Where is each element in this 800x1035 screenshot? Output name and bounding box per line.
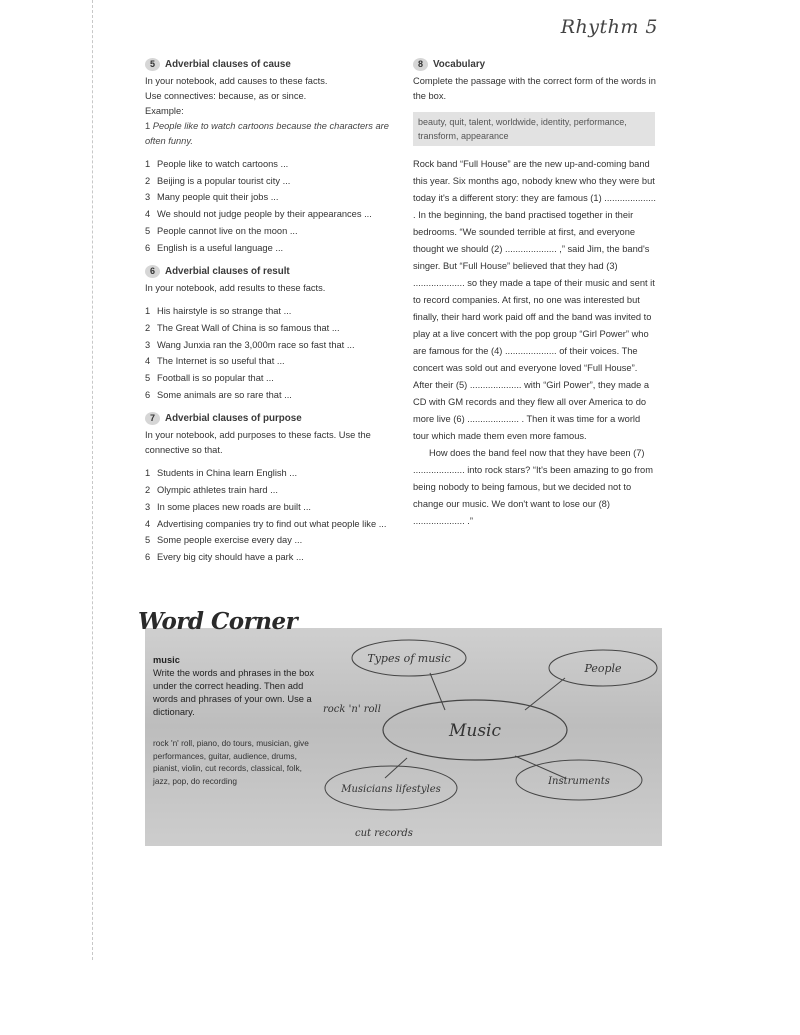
exercise-item: 3 Many people quit their jobs ...	[145, 192, 279, 203]
example-number: 1	[145, 121, 151, 131]
bubble-label: Musicians lifestyles	[341, 784, 441, 795]
connector-line	[385, 758, 407, 778]
section-instructions: In your notebook, add causes to these facts.	[145, 76, 328, 86]
word-corner-heading: music	[153, 655, 180, 665]
bubble-label: Instruments	[548, 776, 610, 787]
exercise-item: 1 His hairstyle is so strange that ...	[145, 306, 292, 317]
section-heading	[145, 58, 393, 71]
section-adverbial-purpose	[145, 412, 393, 565]
section-number-badge: 5	[145, 58, 160, 71]
exercise-item: 2 Olympic athletes train hard ...	[145, 485, 278, 496]
exercise-item: 4 The Internet is so useful that ...	[145, 356, 285, 367]
example-entry: rock 'n' roll	[323, 704, 381, 715]
exercise-item: 3 In some places new roads are built ...	[145, 501, 311, 512]
exercise-list	[145, 465, 393, 565]
exercise-item: 1 People like to watch cartoons ...	[145, 159, 289, 169]
connector-line	[525, 678, 565, 710]
section-adverbial-result	[145, 265, 393, 403]
exercise-item: 2 The Great Wall of China is so famous that ...	[145, 322, 340, 333]
right-column	[413, 58, 658, 539]
exercise-list	[145, 156, 393, 256]
left-column	[145, 58, 393, 575]
word-box: beauty, quit, talent, worldwide, identity, performance, transform, appearance	[413, 112, 655, 146]
margin-rule	[92, 0, 94, 960]
exercise-item: 4 We should not judge people by their appearances ...	[145, 209, 372, 220]
section-instructions: In your notebook, add results to these facts.	[145, 283, 326, 294]
exercise-item: 5 Football is so popular that ...	[145, 373, 274, 384]
section-vocabulary	[413, 58, 658, 530]
exercise-item: 6 English is a useful language ...	[145, 242, 284, 253]
exercise-item: 3 Wang Junxia ran the 3,000m race so fast that ...	[145, 339, 355, 350]
exercise-item: 2 Beijing is a popular tourist city ...	[145, 175, 291, 186]
word-corner-panel	[145, 628, 662, 846]
section-adverbial-cause	[145, 58, 393, 256]
section-instructions: In your notebook, add purposes to these facts. Use the connective so that.	[145, 430, 371, 456]
exercise-item: 6 Every big city should have a park ...	[145, 551, 304, 562]
reading-passage	[413, 156, 658, 530]
exercise-item: 5 Some people exercise every day ...	[145, 535, 303, 546]
section-number-badge: 7	[145, 412, 160, 425]
bubble-centre-label: Music	[448, 721, 502, 741]
word-corner-text: Write the words and phrases in the box under the correct heading. Then add words and phrases of your own. Use a dictionary.	[153, 668, 315, 717]
section-title: Adverbial clauses of result	[165, 266, 290, 278]
section-title: Adverbial clauses of cause	[165, 59, 291, 70]
bubble-label: People	[584, 662, 622, 675]
section-number-badge: 8	[413, 58, 428, 71]
example-label: Example:	[145, 106, 184, 116]
example-entry: cut records	[355, 828, 413, 839]
exercise-item: 5 People cannot live on the moon ...	[145, 225, 298, 236]
connector-line	[430, 673, 445, 710]
word-corner-title: Word Corner	[138, 608, 298, 635]
section-heading	[145, 412, 393, 425]
passage-paragraph: Rock band “Full House” are the new up-and-coming band this year. Six months ago, nobody knew who they were but today it's a different story: they are famous (1) .................... . In the beginning, the band practised together in their bedrooms. “We sounded terrible at first, and everyone thought we should (2) .................... ,” said Jim, the band's singer. But “Full House” believed that they had (3) .................... so they made a tape of their music and sent it to record companies. At first, no one was interested but finally, their hard work paid off and the band was invited to play at a live concert with the pop group “Girl Power” who are famous for the (4) .................... of their voices. The concert was sold out and everyone loved “Full House”. After their (5) .................... with “Girl Power”, they made a CD with GM records and they flew all over America to do more live (6) .................... . Then it was time for a world tour which made them even more famous.	[413, 159, 656, 441]
exercise-item: 4 Advertising companies try to find out what people like ...	[145, 518, 387, 529]
section-heading	[413, 58, 658, 71]
bubble-label: Types of music	[367, 652, 451, 665]
passage-paragraph: How does the band feel now that they have been (7) .................... into rock stars? “It's been amazing to go from being nobody to being famous, but we decided not to change our music. We don't want to lose our (8) .................... .”	[413, 448, 653, 526]
section-title: Vocabulary	[433, 59, 486, 70]
section-instructions-connectives: Use connectives: because, as or since.	[145, 91, 307, 101]
word-corner-word-list: rock 'n' roll, piano, do tours, musician, give performances, guitar, audience, drums, pianist, violin, cut records, classical, folk, jazz, pop, do recording	[153, 738, 309, 786]
page-title: Rhythm 5	[560, 16, 658, 38]
example-text: People like to watch cartoons because the characters are often funny.	[145, 121, 389, 146]
section-heading	[145, 265, 393, 278]
section-title: Adverbial clauses of purpose	[165, 413, 302, 425]
section-number-badge: 6	[145, 265, 160, 278]
exercise-list	[145, 303, 393, 403]
exercise-item: 6 Some animals are so rare that ...	[145, 389, 292, 400]
section-instructions: Complete the passage with the correct form of the words in the box.	[413, 76, 656, 101]
word-corner-instructions	[153, 654, 318, 719]
exercise-item: 1 Students in China learn English ...	[145, 468, 298, 479]
example-sentence	[145, 119, 393, 149]
connector-line	[515, 756, 565, 778]
